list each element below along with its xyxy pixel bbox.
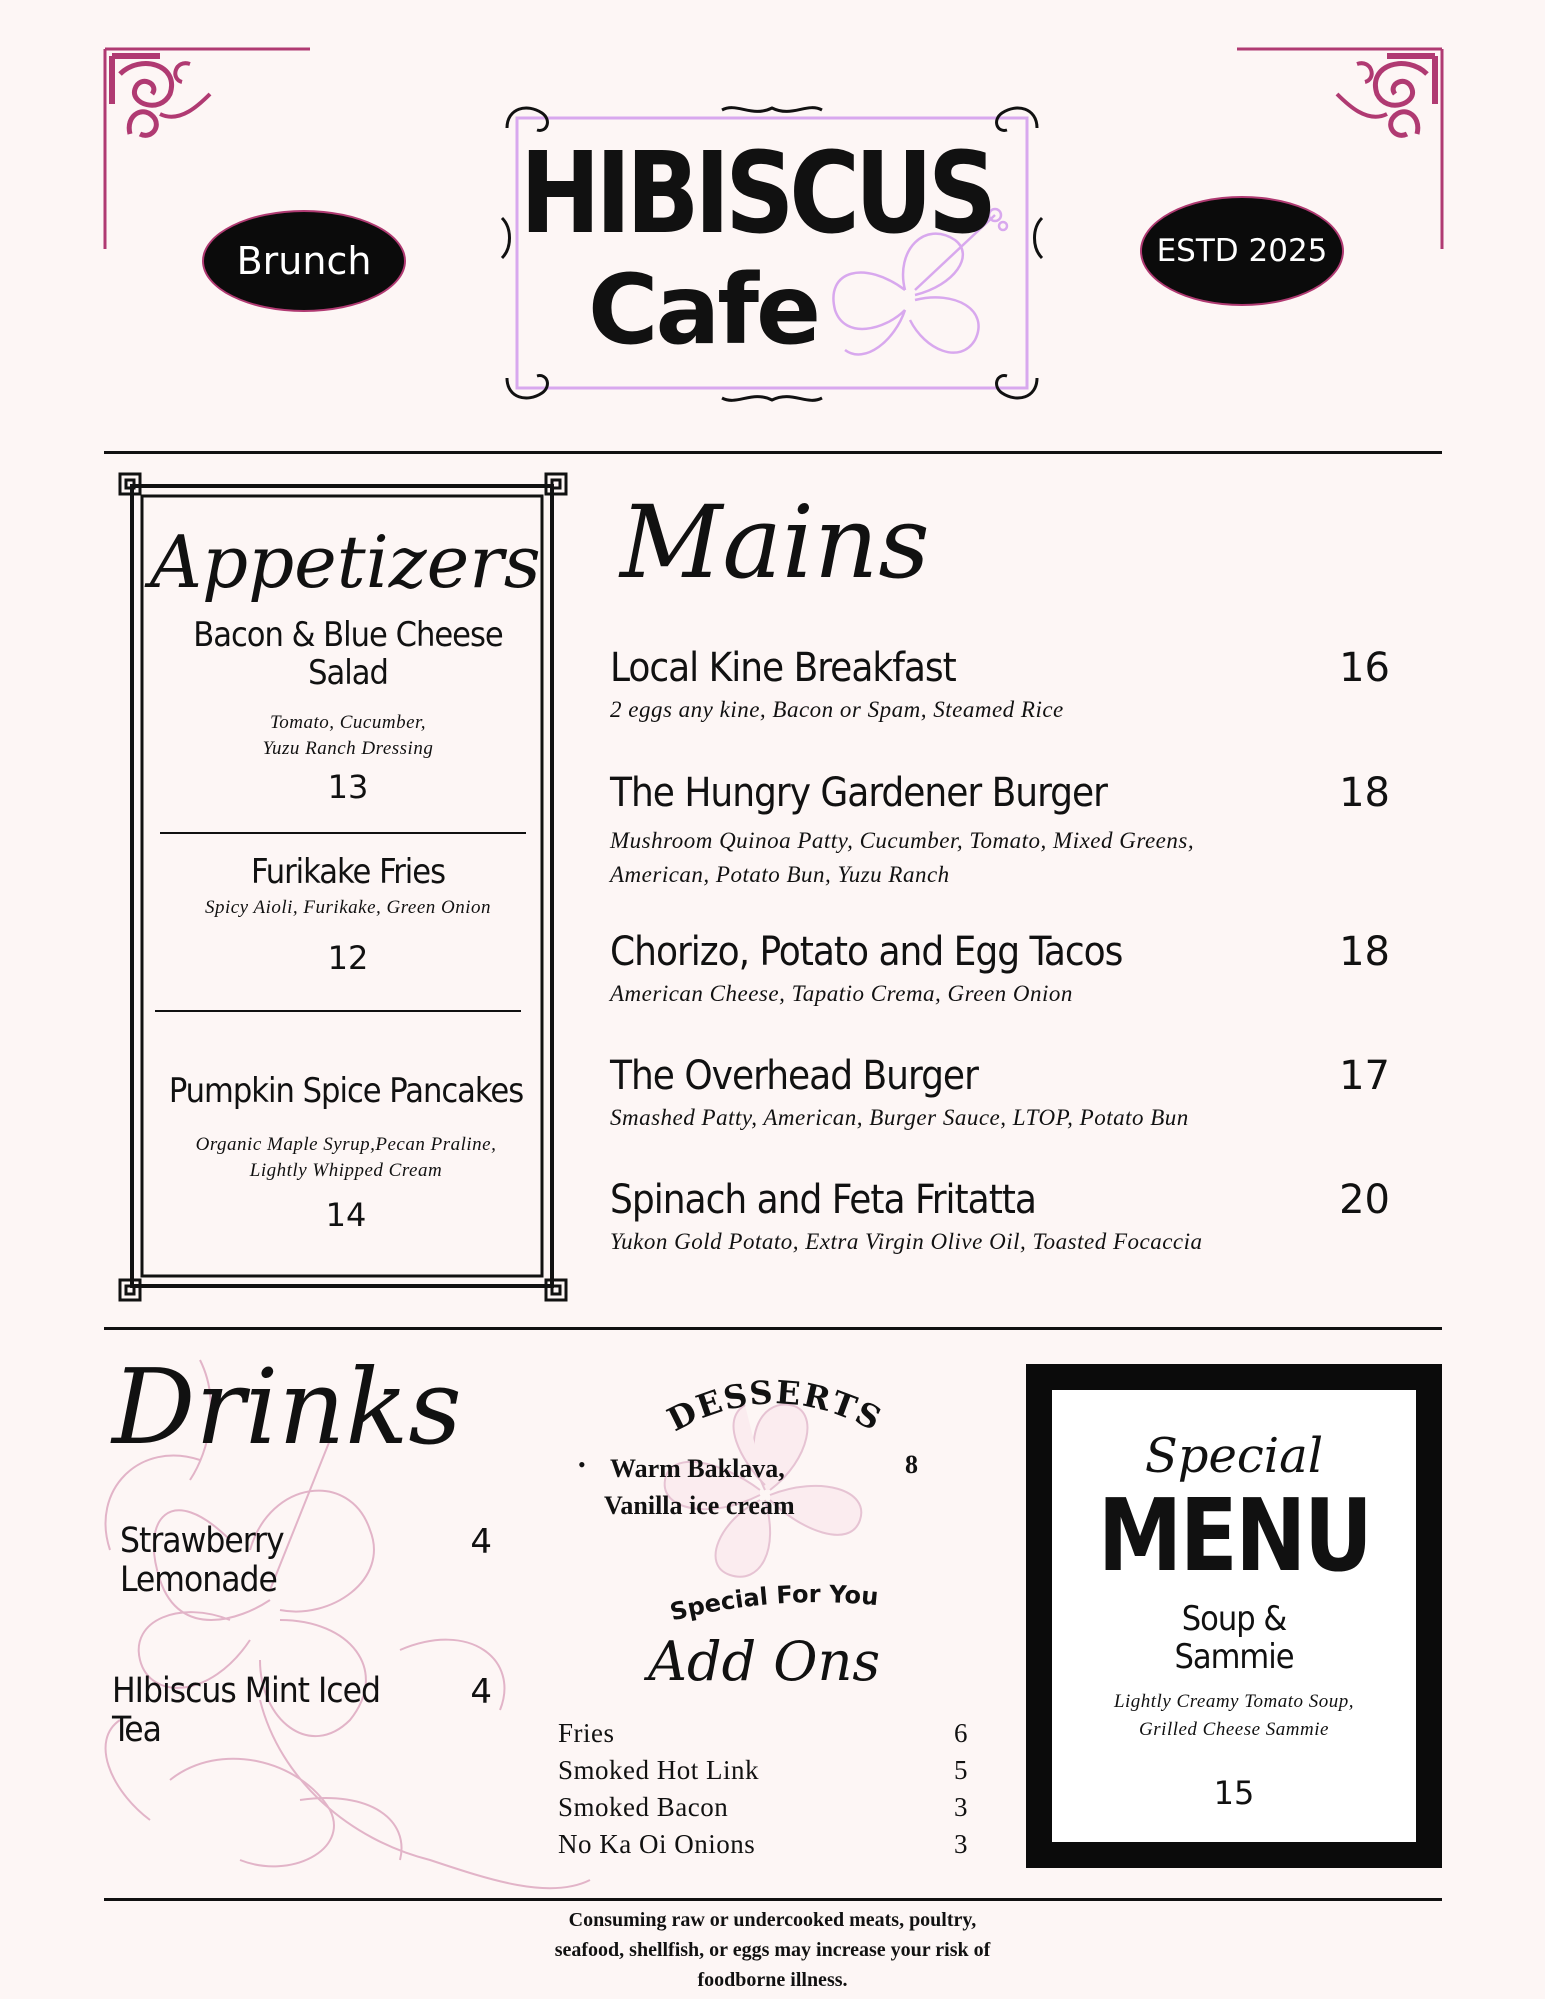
appetizer-price: 12 bbox=[327, 939, 369, 977]
addons-tagline: Special For You bbox=[667, 1580, 880, 1627]
special-desc-line1: Lightly Creamy Tomato Soup, bbox=[1113, 1691, 1355, 1712]
appetizer-divider bbox=[155, 1010, 521, 1012]
drink-name-line1: Strawberry bbox=[120, 1521, 284, 1561]
main-desc-line1: Yukon Gold Potato, Extra Virgin Olive Oil, Toasted Focaccia bbox=[610, 1229, 1203, 1254]
appetizer-price: 14 bbox=[325, 1196, 367, 1234]
appetizer-desc-line1: Spicy Aioli, Furikake, Green Onion bbox=[204, 897, 492, 918]
drink-price: 4 bbox=[470, 1672, 492, 1712]
addon-name: No Ka Oi Onions bbox=[558, 1829, 756, 1859]
disclaimer-line1: Consuming raw or undercooked meats, poultry, bbox=[568, 1909, 977, 1931]
drink-item bbox=[120, 1522, 492, 1600]
special-for-you-arc bbox=[660, 1570, 890, 1630]
main-item bbox=[610, 929, 1390, 1007]
main-item bbox=[610, 645, 1390, 723]
main-desc-line1: Smashed Patty, American, Burger Sauce, LTOP, Potato Bun bbox=[610, 1105, 1189, 1130]
appetizer-item bbox=[148, 1072, 544, 1234]
drink-item bbox=[112, 1672, 492, 1750]
appetizer-name: Pumpkin Spice Pancakes bbox=[168, 1071, 524, 1111]
main-price: 16 bbox=[1339, 645, 1390, 691]
main-name: The Overhead Burger bbox=[610, 1053, 978, 1099]
cafe-title-line2: Cafe bbox=[588, 254, 819, 366]
main-name: Local Kine Breakfast bbox=[610, 645, 956, 691]
appetizer-desc-line1: Organic Maple Syrup,Pecan Praline, bbox=[195, 1134, 497, 1155]
appetizer-divider bbox=[160, 832, 526, 834]
meal-label: Brunch bbox=[236, 239, 372, 283]
appetizer-name: Furikake Fries bbox=[250, 852, 446, 892]
special-title: MENU bbox=[1097, 1477, 1371, 1594]
main-desc-line2: American, Potato Bun, Yuzu Ranch bbox=[610, 862, 950, 887]
addon-name: Smoked Hot Link bbox=[558, 1755, 759, 1785]
addon-price: 6 bbox=[954, 1718, 968, 1748]
established-label: ESTD 2025 bbox=[1156, 233, 1328, 269]
addon-item bbox=[558, 1792, 968, 1823]
special-price: 15 bbox=[1213, 1774, 1255, 1812]
dessert-name-line2: Vanilla ice cream bbox=[604, 1491, 795, 1520]
main-item bbox=[610, 1177, 1390, 1255]
main-desc-line1: Mushroom Quinoa Patty, Cucumber, Tomato, Mixed Greens, bbox=[610, 828, 1195, 853]
main-desc-line1: 2 eggs any kine, Bacon or Spam, Steamed Rice bbox=[610, 697, 1064, 722]
meal-badge bbox=[202, 210, 406, 312]
appetizer-price: 13 bbox=[327, 768, 369, 806]
special-desc-line2: Grilled Cheese Sammie bbox=[1139, 1719, 1329, 1740]
main-desc-line1: American Cheese, Tapatio Crema, Green Onion bbox=[610, 981, 1073, 1006]
main-price: 17 bbox=[1339, 1053, 1390, 1099]
main-price: 18 bbox=[1339, 929, 1390, 975]
main-price: 18 bbox=[1339, 770, 1390, 816]
addons-heading: Add Ons bbox=[648, 1630, 881, 1693]
dessert-name-line1: Warm Baklava, bbox=[610, 1454, 785, 1483]
addon-item bbox=[558, 1755, 968, 1786]
mains-heading: Mains bbox=[620, 484, 930, 601]
main-name: Chorizo, Potato and Egg Tacos bbox=[610, 929, 1123, 975]
addon-price: 3 bbox=[954, 1829, 968, 1859]
appetizer-desc-line2: Yuzu Ranch Dressing bbox=[262, 738, 434, 759]
food-safety-disclaimer bbox=[470, 1905, 1075, 1995]
addon-item bbox=[558, 1829, 968, 1860]
main-item bbox=[610, 1053, 1390, 1131]
svg-text:DESSERTS bbox=[661, 1373, 889, 1439]
special-menu-box bbox=[1026, 1364, 1442, 1868]
appetizer-desc-line2: Lightly Whipped Cream bbox=[249, 1160, 443, 1181]
appetizer-desc-line1: Tomato, Cucumber, bbox=[269, 712, 427, 733]
svg-text:Special For You bbox=[667, 1580, 879, 1626]
cafe-title-line1: HIBISCUS bbox=[520, 129, 993, 259]
addon-name: Fries bbox=[558, 1718, 615, 1748]
drink-price: 4 bbox=[470, 1522, 492, 1562]
appetizers-heading: Appetizers bbox=[150, 520, 541, 604]
disclaimer-line3: foodborne illness. bbox=[697, 1969, 848, 1991]
desserts-heading: DESSERTS bbox=[661, 1373, 889, 1439]
main-item bbox=[610, 770, 1390, 892]
appetizer-item bbox=[150, 853, 546, 977]
disclaimer-line2: seafood, shellfish, or eggs may increase your risk of bbox=[554, 1939, 991, 1961]
main-name: The Hungry Gardener Burger bbox=[610, 770, 1107, 816]
drink-name-line1: HIbiscus Mint Iced bbox=[112, 1671, 380, 1711]
addon-price: 5 bbox=[954, 1755, 968, 1785]
special-label: Special bbox=[1144, 1428, 1324, 1484]
main-price: 20 bbox=[1339, 1177, 1390, 1223]
divider-bottom bbox=[104, 1898, 1442, 1901]
addon-price: 3 bbox=[954, 1792, 968, 1822]
special-name-line1: Soup & bbox=[1181, 1599, 1287, 1639]
drink-name-line2: Lemonade bbox=[120, 1560, 277, 1600]
special-name-line2: Sammie bbox=[1174, 1637, 1294, 1677]
dessert-price: 8 bbox=[905, 1450, 918, 1479]
main-name: Spinach and Feta Fritatta bbox=[610, 1177, 1036, 1223]
appetizer-name: Bacon & Blue Cheese Salad bbox=[193, 615, 503, 693]
dessert-item bbox=[578, 1450, 918, 1524]
divider-top bbox=[104, 451, 1442, 454]
drinks-heading: Drinks bbox=[112, 1346, 462, 1468]
dessert-bullet: • bbox=[578, 1452, 586, 1477]
desserts-heading-arc bbox=[660, 1370, 890, 1440]
established-badge bbox=[1140, 196, 1344, 306]
addon-name: Smoked Bacon bbox=[558, 1792, 729, 1822]
drink-name-line2: Tea bbox=[112, 1710, 161, 1750]
appetizer-item bbox=[150, 616, 546, 806]
addon-item bbox=[558, 1718, 968, 1749]
